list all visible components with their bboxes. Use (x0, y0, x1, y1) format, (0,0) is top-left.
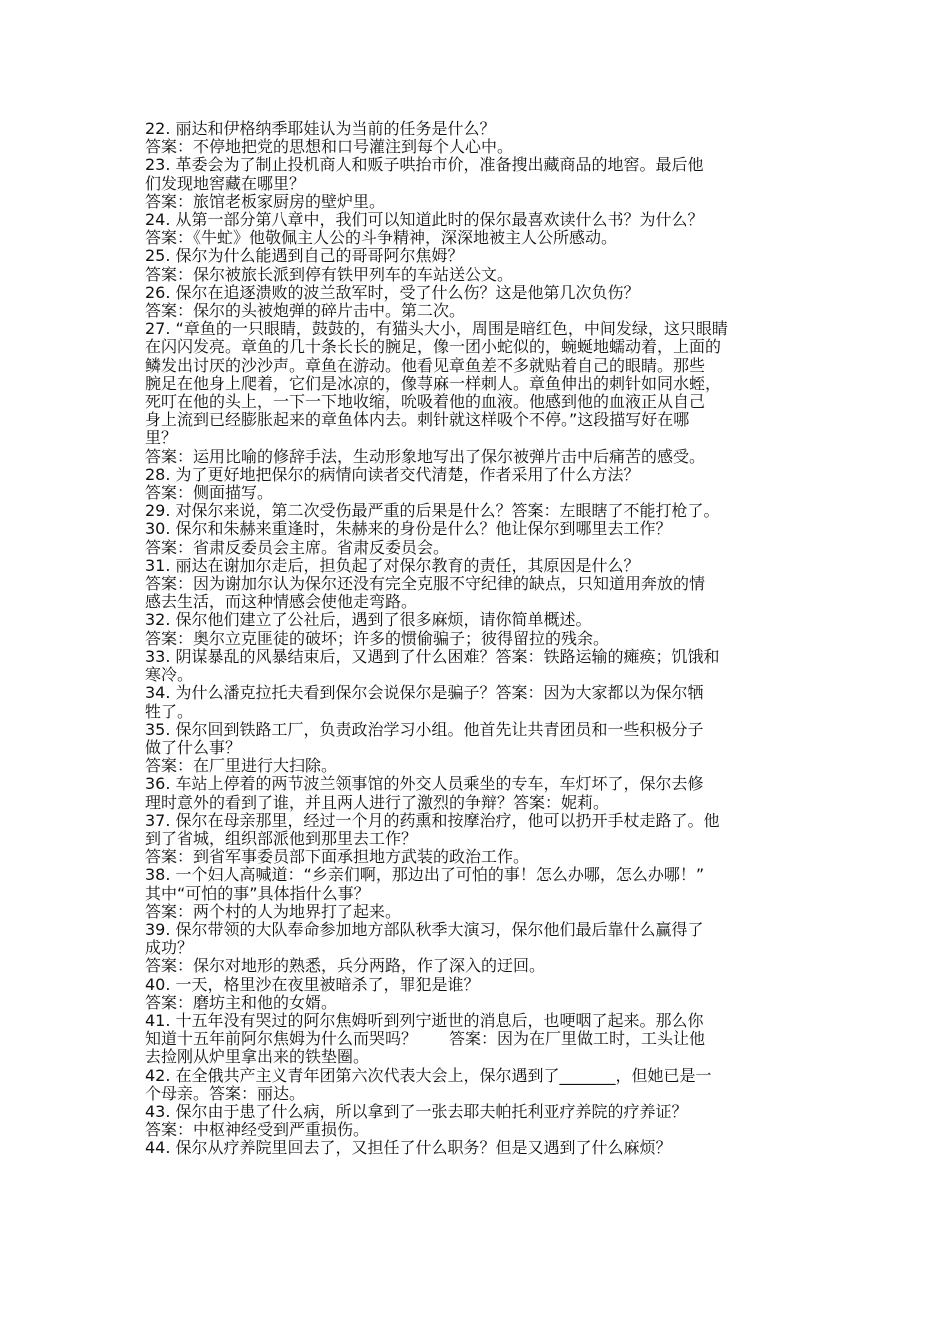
text-line: 身上流到已经膨胀起来的章鱼体内去。刺针就这样吸个不停。”这段描写好在哪 (145, 410, 690, 430)
text-line: 里？ (145, 428, 178, 448)
text-line: 37. 保尔在母亲那里，经过一个月的药熏和按摩治疗，他可以扔开手杖走路了。他 (145, 810, 720, 830)
text-line: 42. 在全俄共产主义青年团第六次代表大会上，保尔遇到了_______，但她已是一 (145, 1065, 712, 1085)
text-line: 理时意外的看到了谁，并且两人进行了激烈的争辩？答案：妮莉。 (145, 792, 610, 812)
text-line: 知道十五年前阿尔焦姆为什么而哭吗？ 答案：因为在厂里做工时，工头让他 (145, 1029, 706, 1049)
text-line: 其中“可怕的事”具体指什么事？ (145, 883, 370, 903)
text-line: 34. 为什么潘克拉托夫看到保尔会说保尔是骗子？答案：因为大家都以为保尔牺 (145, 683, 704, 703)
text-line: 答案：在厂里进行大扫除。 (145, 756, 338, 776)
text-line: 寒冷。 (145, 665, 194, 685)
text-line: 腕足在他身上爬着，它们是冰凉的，像荨麻一样刺人。章鱼伸出的刺针如同水蛭， (145, 373, 722, 393)
text-line: 30. 保尔和朱赫来重逢时，朱赫来的身份是什么？他让保尔到哪里去工作？ (145, 519, 672, 539)
text-line: 做了什么事？ (145, 737, 242, 757)
text-line: 答案：保尔被旅长派到停有铁甲列车的车站送公文。 (145, 264, 514, 284)
text-line: 27. “章鱼的一只眼睛，鼓鼓的，有猫头大小，周围是暗红色，中间发绿，这只眼睛 (145, 319, 728, 339)
document-body (145, 120, 815, 1158)
text-line: 39. 保尔带领的大队奉命参加地方部队秋季大演习，保尔他们最后靠什么赢得了 (145, 919, 704, 939)
text-line: 答案：保尔对地形的熟悉，兵分两路，作了深入的迂回。 (145, 956, 546, 976)
text-line: 答案：磨坊主和他的女婿。 (145, 992, 338, 1012)
text-line: 答案：旅馆老板家厨房的壁炉里。 (145, 191, 386, 211)
text-line: 个母亲。答案：丽达。 (145, 1083, 306, 1103)
text-line: 答案：因为谢加尔认为保尔还没有完全克服不守纪律的缺点，只知道用奔放的情 (145, 574, 706, 594)
text-line: 26. 保尔在追逐溃败的波兰敌军时，受了什么伤？这是他第几次负伤？ (145, 282, 640, 302)
text-line: 36. 车站上停着的两节波兰领事馆的外交人员乘坐的专车，车灯坏了，保尔去修 (145, 774, 704, 794)
text-line: 答案：保尔的头被炮弹的碎片击中。第二次。 (145, 301, 466, 321)
text-line: 牲了。 (145, 701, 194, 721)
text-line: 23. 革委会为了制止投机商人和贩子哄抬市价，准备搜出藏商品的地窖。最后他 (145, 155, 704, 175)
text-line: 鳞发出讨厌的沙沙声。章鱼在游动。他看见章鱼差不多就贴着自己的眼睛。那些 (145, 355, 706, 375)
text-line: 感去生活，而这种情感会使他走弯路。 (145, 592, 418, 612)
text-line: 答案：两个村的人为地界打了起来。 (145, 901, 402, 921)
text-line: 29. 对保尔来说，第二次受伤最严重的后果是什么？答案：左眼瞎了不能打枪了。 (145, 501, 720, 521)
text-line: 到了省城，组织部派他到那里去工作？ (145, 828, 418, 848)
text-line: 答案：省肃反委员会主席。省肃反委员会。 (145, 537, 450, 557)
text-line: 22. 丽达和伊格纳季耶娃认为当前的任务是什么？ (145, 119, 496, 138)
text-line: 28. 为了更好地把保尔的病情向读者交代清楚，作者采用了什么方法？ (145, 464, 640, 484)
text-line: 41. 十五年没有哭过的阿尔焦姆听到列宁逝世的消息后，也哽咽了起来。那么你 (145, 1010, 704, 1030)
text-line: 43. 保尔由于患了什么病，所以拿到了一张去耶夫帕托利亚疗养院的疗养证？ (145, 1101, 688, 1121)
text-line: 35. 保尔回到铁路工厂，负责政治学习小组。他首先让共青团员和一些积极分子 (145, 719, 704, 739)
text-line: 答案：不停地把党的思想和口号灌注到每个人心中。 (145, 137, 514, 157)
text-line: 成功？ (145, 938, 194, 958)
text-line: 答案：《牛虻》他敬佩主人公的斗争精神，深深地被主人公所感动。 (145, 228, 618, 248)
text-line: 答案：侧面描写。 (145, 483, 274, 503)
text-line: 38. 一个妇人高喊道：“乡亲们啊，那边出了可怕的事！怎么办哪，怎么办哪！” (145, 865, 705, 885)
text-line: 去捡刚从炉里拿出来的铁垫圈。 (145, 1047, 370, 1067)
text-line: 40. 一天，格里沙在夜里被暗杀了，罪犯是谁？ (145, 974, 480, 994)
text-line: 答案：运用比喻的修辞手法，生动形象地写出了保尔被弹片击中后痛苦的感受。 (145, 446, 706, 466)
text-line: 33. 阴谋暴乱的风暴结束后，又遇到了什么困难？答案：铁路运输的瘫痪；饥饿和 (145, 646, 720, 666)
text-line: 们发现地窖藏在哪里？ (145, 173, 306, 193)
text-line: 答案：中枢神经受到严重损伤。 (145, 1120, 370, 1140)
text-line: 24. 从第一部分第八章中，我们可以知道此时的保尔最喜欢读什么书？为什么？ (145, 210, 704, 230)
text-line: 31. 丽达在谢加尔走后，担负起了对保尔教育的责任，其原因是什么？ (145, 555, 640, 575)
text-line: 在闪闪发亮。章鱼的几十条长长的腕足，像一团小蛇似的，蜿蜒地蠕动着，上面的 (145, 337, 722, 357)
text-line: 答案：到省军事委员部下面承担地方武装的政治工作。 (145, 847, 530, 867)
text-line: 44. 保尔从疗养院里回去了，又担任了什么职务？但是又遇到了什么麻烦？ (145, 1138, 672, 1158)
text-line: 死叮在他的头上，一下一下地收缩，吮吸着他的血液。他感到他的血液正从自己 (145, 392, 706, 412)
text-line: 25. 保尔为什么能遇到自己的哥哥阿尔焦姆？ (145, 246, 464, 266)
text-line: 答案：奥尔立克匪徒的破坏；许多的惯偷骗子；彼得留拉的残余。 (145, 628, 610, 648)
text-line: 32. 保尔他们建立了公社后，遇到了很多麻烦，请你简单概述。 (145, 610, 592, 630)
